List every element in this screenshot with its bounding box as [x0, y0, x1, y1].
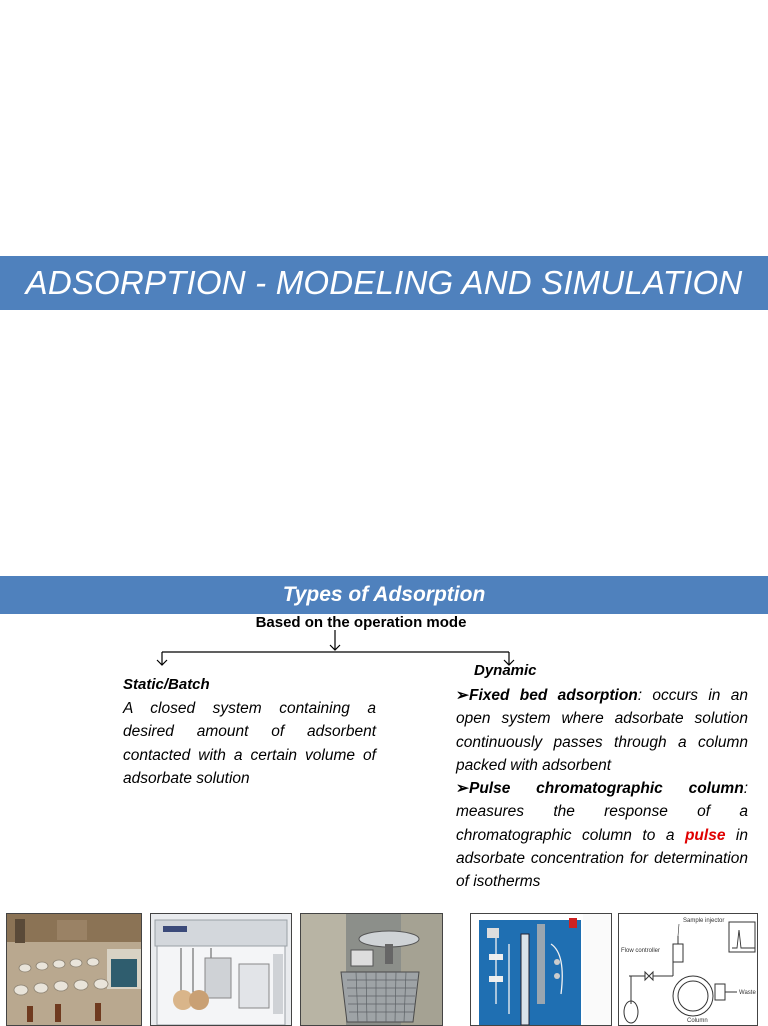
pulse-highlight-word: pulse [684, 826, 726, 844]
fixed-bed-colon: : [637, 687, 643, 704]
classification-tree-connector [0, 630, 768, 670]
pulse-text-2: in adsorbate concentration for determination of isotherms [456, 826, 748, 891]
static-batch-description: A closed system containing a desired amount of adsorbent contacted with a certain volume of adsorbate solution [123, 700, 376, 787]
adsorption-instrument-photo [150, 913, 292, 1026]
dynamic-description [456, 684, 748, 894]
fixed-bed-text: occurs in an open system where adsorbate solution continuously passes through a column packed with adsorbent [456, 687, 748, 774]
waste-label: Waste [739, 990, 756, 996]
pulse-text-1: measures the response of a chromatographic column to a [456, 803, 748, 844]
arrow-bullet-icon: ➢ [456, 780, 469, 798]
basket-reactor-photo [300, 913, 443, 1026]
section-title-banner [0, 576, 768, 614]
pulse-chromatography-schematic [618, 913, 758, 1026]
slide-title: ADSORPTION - MODELING AND SIMULATION [25, 264, 743, 301]
slide-title-banner [0, 256, 768, 310]
flow-controller-label: Flow controller [621, 948, 661, 954]
pulse-term: Pulse chromatographic column [469, 780, 744, 798]
column-label: Column [687, 1018, 708, 1024]
pulse-colon: : [743, 780, 748, 798]
batch-vials-photo [6, 913, 142, 1026]
sample-injector-label: Sample injector [683, 918, 725, 924]
operation-mode-heading: Based on the operation mode [255, 614, 467, 631]
dynamic-title: Dynamic [474, 662, 537, 679]
section-title: Types of Adsorption [282, 583, 486, 606]
fixed-bed-term: Fixed bed adsorption [469, 687, 638, 704]
pulse-item [456, 777, 748, 893]
arrow-bullet-icon: ➢ [456, 687, 469, 704]
fixed-bed-item [456, 684, 748, 777]
static-batch-title: Static/Batch [123, 676, 210, 693]
fixed-bed-column-photo [470, 913, 612, 1026]
